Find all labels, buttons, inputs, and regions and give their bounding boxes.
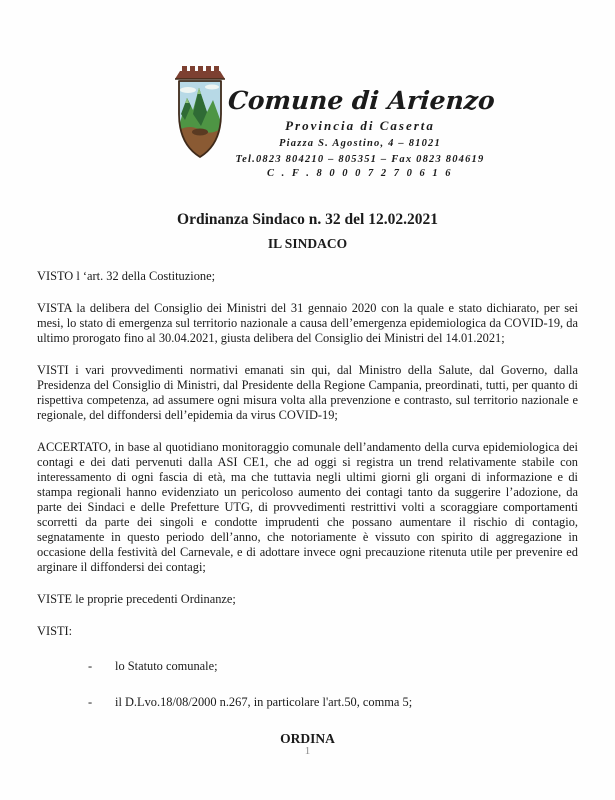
list-dash: - xyxy=(88,695,93,709)
address-line: Piazza S. Agostino, 4 – 81021 xyxy=(279,138,441,149)
list-item-text: il D.Lvo.18/08/2000 n.267, in particolare l'art.50, comma 5; xyxy=(115,695,413,709)
contacts-line: Tel.0823 804210 – 805351 – Fax 0823 804619 xyxy=(235,154,485,165)
province-name: Provincia di Caserta xyxy=(285,118,435,133)
crest-crown xyxy=(175,66,225,79)
municipal-crest-icon xyxy=(170,64,230,168)
paragraph-visti-label: VISTI: xyxy=(37,624,73,638)
letterhead xyxy=(0,64,615,178)
ordinance-subtitle: IL SINDACO xyxy=(267,236,348,251)
ordinance-title: Ordinanza Sindaco n. 32 del 12.02.2021 xyxy=(177,211,438,228)
paragraph-visto: VISTO l ‘art. 32 della Costituzione; xyxy=(37,269,216,283)
paragraph-viste-ordinanze: VISTE le proprie precedenti Ordinanze; xyxy=(37,592,236,606)
paragraph-accertato: ACCERTATO, in base al quotidiano monitoraggio comunale dell’andamento della curva epidemiologica dei contagi e dei dati pervenuti dalla ASI CE1, che ad oggi si registra un trend relativamente stabile con interessamento di ogni fascia di età, ma che tuttavia negli ultimi giorni gli organi di informazione e di stampa regionali hanno evidenziato un pericoloso aumento dei contagi tanto da suggerire l’adozione, da parte dei Sindaci e delle Prefetture UTG, di provvedimenti restrittivi volti a scoraggiare comportamenti scorretti da parte dei singoli e condotte imprudenti che possano aumentare il rischio di contagio, segnatamente in questo periodo dell’anno, che notoriamente è vissuto con spirito di aggregazione in occasione della festività del Carnevale, e di adottare invece ogni precauzione ritenuta utile per prevenire ed arginare il diffondersi dei contagi; xyxy=(37,440,578,574)
crest-shield xyxy=(179,81,221,158)
fiscal-code-line: C . F . 8 0 0 0 7 2 7 0 6 1 6 xyxy=(266,168,454,179)
order-heading: ORDINA xyxy=(280,731,335,746)
letterhead-text xyxy=(227,86,496,180)
list-dash: - xyxy=(88,659,93,673)
document-body xyxy=(0,252,615,746)
paragraph-vista: VISTA la delibera del Consiglio dei Ministri del 31 gennaio 2020 con la quale e stato dichiarato, per sei mesi, lo stato di emergenza sul territorio nazionale a causa dell’emergenza epidemiologica da COVID-19, da ultimo prorogato fino al 30.04.2021, giusta delibera del Consiglio dei Ministri del 14.01.2021; xyxy=(37,301,578,345)
list-item xyxy=(37,695,578,710)
recitals-list xyxy=(37,659,578,710)
paragraph-visti-provvedimenti: VISTI i vari provvedimenti normativi emanati sin qui, dal Ministro della Salute, dal Governo, dalla Presidenza del Consiglio di Ministri, dal Presidente della Regione Campania, preordinati, tutti, per quanto di rispettiva competenza, ad assumere ogni misura volta alla prevenzione e contrasto, sul territorio nazionale e regionale, del diffondersi dell’epidemia da virus COVID-19; xyxy=(37,363,578,422)
list-item xyxy=(37,659,578,674)
list-item-text: lo Statuto comunale; xyxy=(115,659,218,673)
page-number: 1 xyxy=(304,745,311,757)
municipality-name: Comune di Arienzo xyxy=(227,86,496,115)
